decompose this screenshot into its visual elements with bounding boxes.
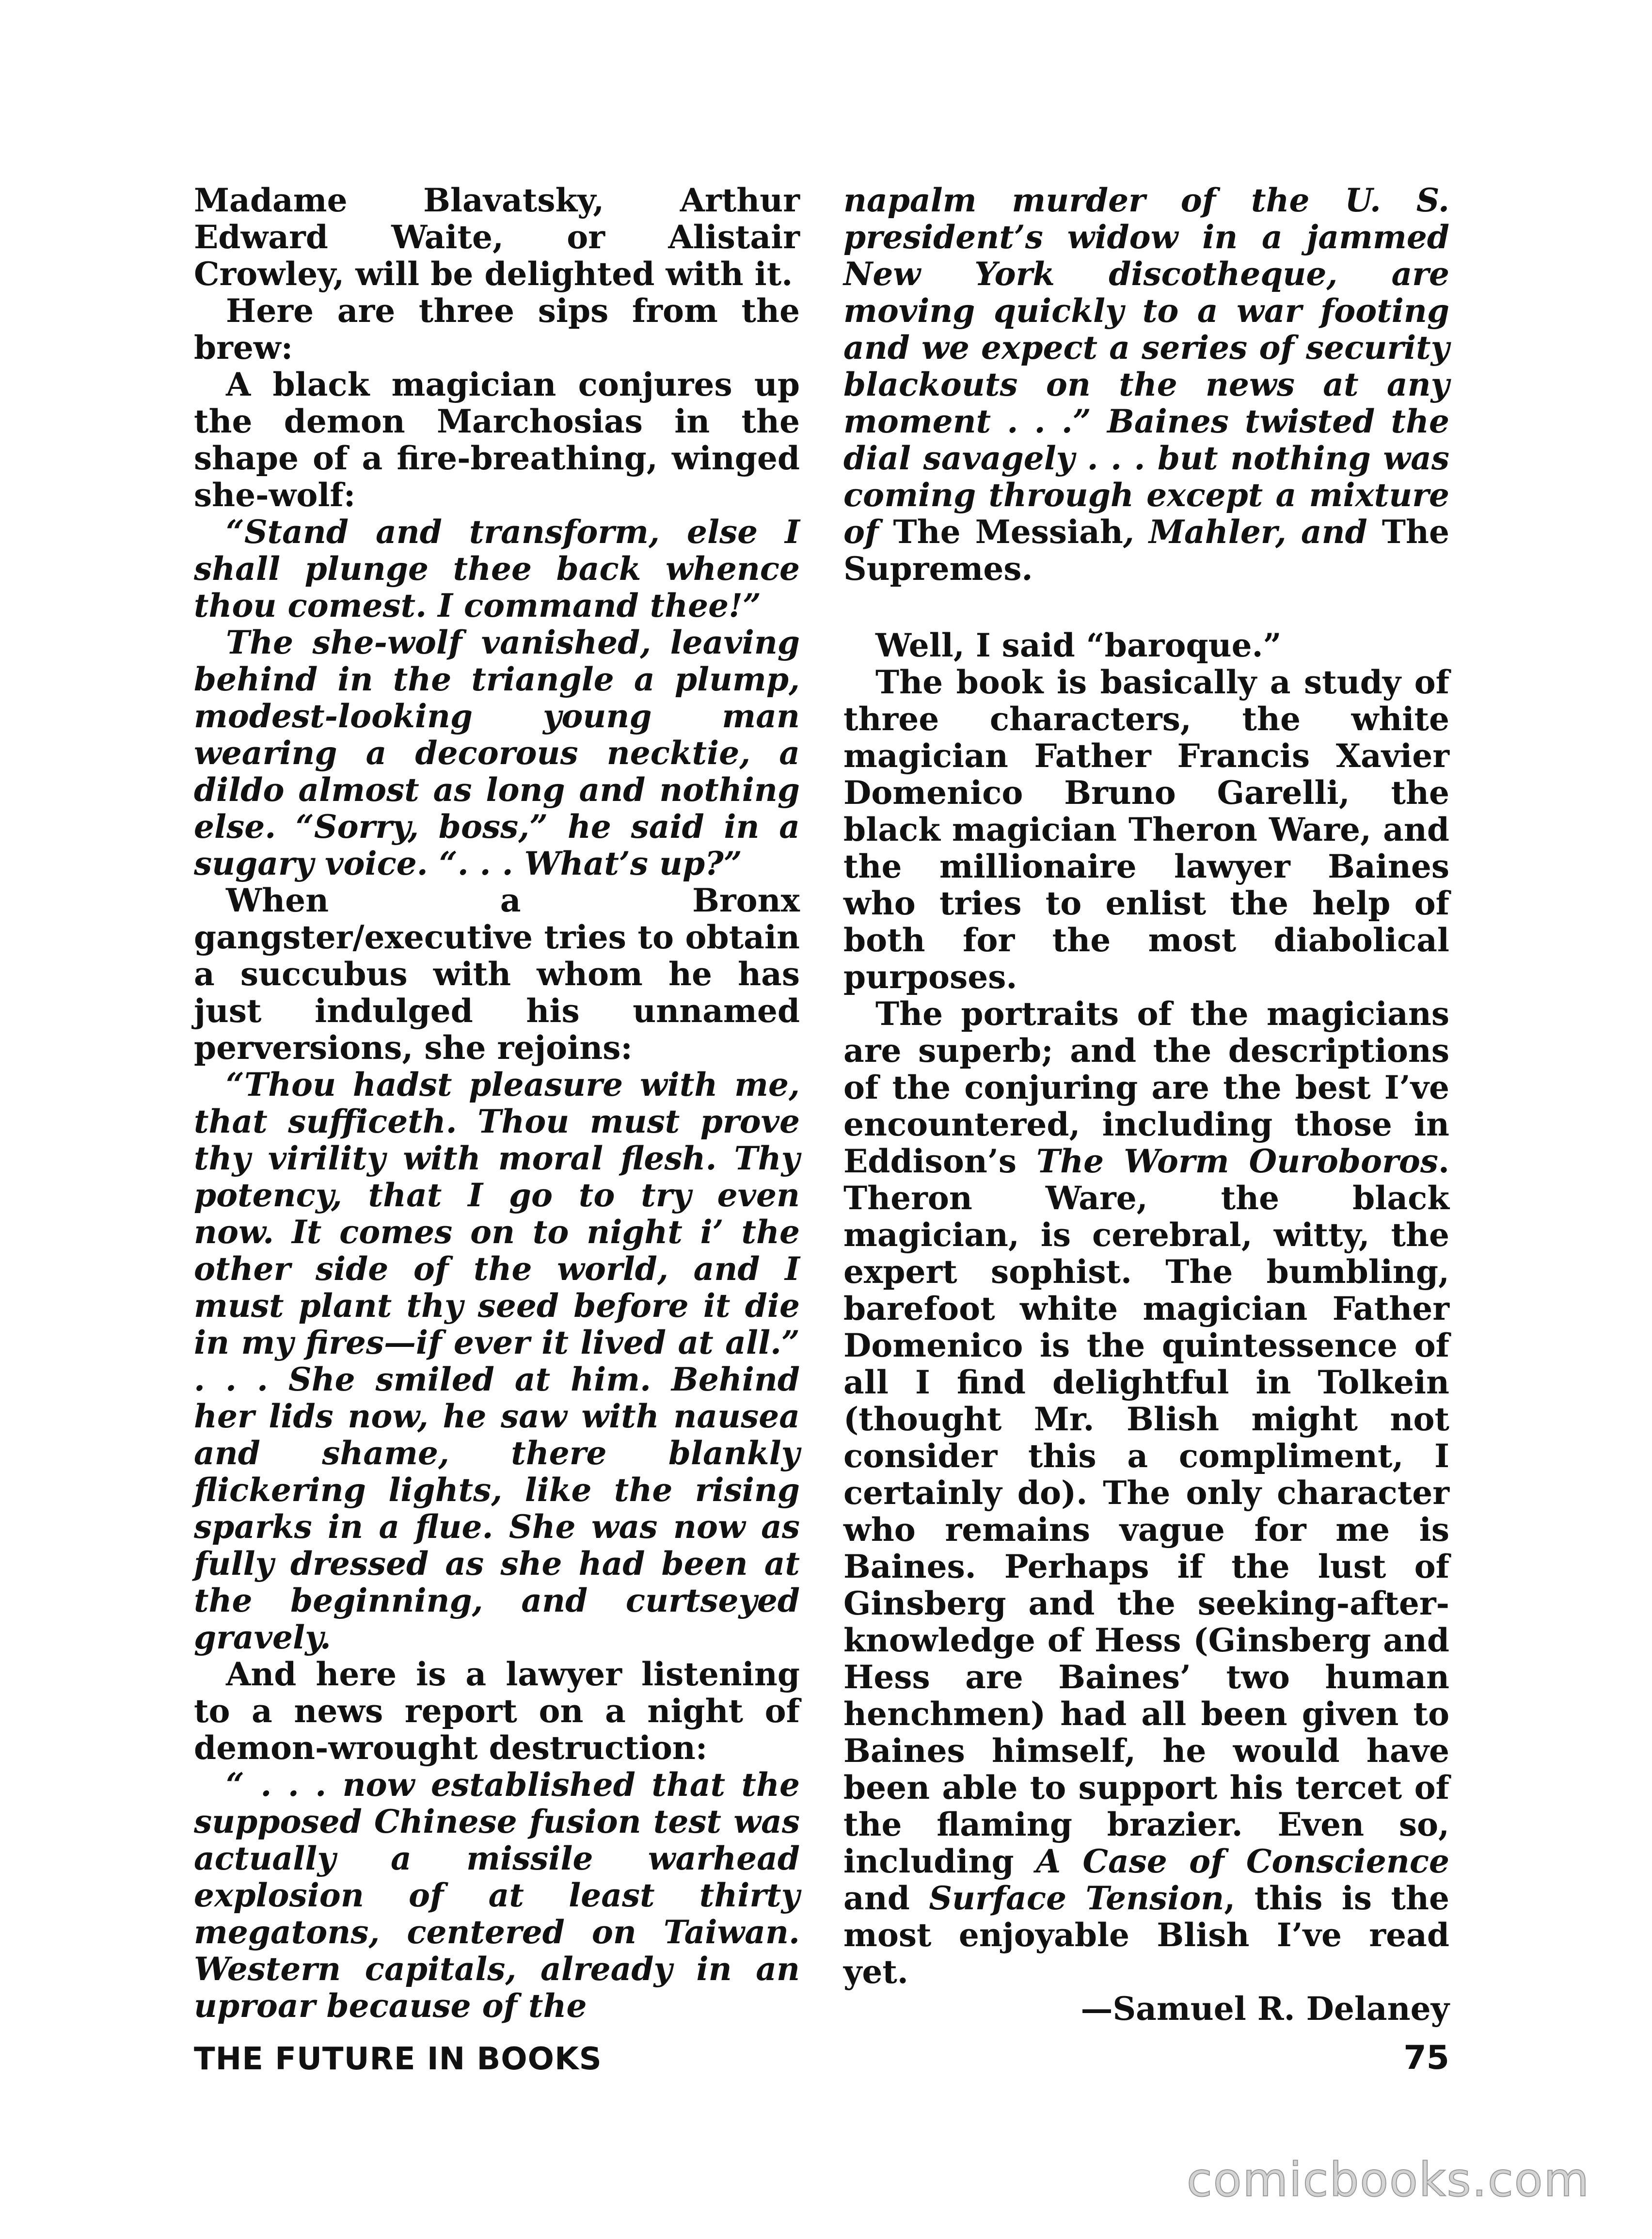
body-text: The portraits of the magicians are superb; and the descriptions of the conjuring are the best I’ve encountered, including those in Eddison’s — [843, 995, 1449, 1180]
page-number: 75 — [1403, 2039, 1449, 2077]
work-title: The Messiah — [893, 513, 1123, 551]
body-text: . Theron Ware, the black magician, is cerebral, witty, the expert sophist. The bumbling, barefoot white magician Father Domenico is the quintessence of all I find delightful in Tolkein (thought Mr. Blish might not consider this a compliment, I certainly do). The only character who remains vague for me is Baines. Perhaps if the lust of Ginsberg and the seeking-after-knowledge of Hess (Ginsberg and Hess are Baines’ two human henchmen) had all been given to Baines himself, he would have been able to support his tercet of the flaming brazier. Even so, including — [843, 1142, 1450, 1880]
quote-text: napalm murder of the U. S. president’s widow in a jammed New York discotheque, are moving quickly to a war footing and we expect a series of security blackouts on the news at any moment . . .” Baines twisted the dial savagely . . . but nothing was coming through except a mixture of — [843, 181, 1449, 551]
watermark: comicbooks.com — [1186, 2153, 1590, 2207]
work-title: The Supremes — [843, 513, 1449, 588]
quote-text: , Mahler, and — [1123, 513, 1382, 551]
quoted-excerpt: The she-wolf vanished, leaving behind in the triangle a plump, modest-looking young man wearing a decorous necktie, a dildo almost as long and nothing else. “Sorry, boss,” he said in a sugary voice. “. . . What’s up?” — [194, 624, 800, 882]
body-text: and — [843, 1879, 929, 1917]
quoted-excerpt: “Stand and transform, else I shall plunge thee back whence thou comest. I command thee!” — [194, 513, 800, 624]
author-signature: —Samuel R. Delaney — [1080, 1990, 1449, 2028]
paragraph: Here are three sips from the brew: — [194, 292, 800, 367]
book-title: Surface Tension — [929, 1879, 1224, 1917]
quoted-excerpt-continued — [843, 182, 1449, 587]
body-text: , this is the most enjoyable Blish I’ve read yet. — [843, 1879, 1449, 1991]
paragraph: The book is basically a study of three characters, the white magician Father Francis Xavier Domenico Bruno Garelli, the black magician Theron Ware, and the millionaire lawyer Baines who tries to enlist the help of both for the most diabolical purposes. — [843, 663, 1449, 996]
left-column — [194, 182, 800, 2024]
paragraph: Well, I said “baroque.” — [875, 626, 1282, 664]
paragraph: A black magician conjures up the demon Marchosias in the shape of a fire-breathing, winged she-wolf: — [194, 366, 800, 514]
running-footer: THE FUTURE IN BOOKS — [194, 2041, 602, 2077]
book-title: A Case of Conscience — [1035, 1842, 1449, 1880]
paragraph: And here is a lawyer listening to a news report on a night of demon-wrought destruction: — [194, 1655, 800, 1767]
quoted-excerpt: “ . . . now established that the supposed Chinese fusion test was actually a missile warhead explosion of at least thirty megatons, centered on Taiwan. Western capitals, already in an uproar because of the — [194, 1766, 800, 2025]
book-title: The Worm Ouroboros — [1036, 1142, 1439, 1180]
paragraph: Madame Blavatsky, Arthur Edward Waite, or Alistair Crowley, will be delighted with it. — [194, 181, 800, 293]
right-column — [843, 182, 1449, 2027]
paragraph — [843, 995, 1449, 1990]
paragraph: When a Bronx gangster/executive tries to obtain a succubus with whom he has just indulged his unnamed perversions, she rejoins: — [194, 881, 800, 1067]
quote-text: . — [1021, 550, 1033, 588]
quoted-excerpt: “Thou hadst pleasure with me, that sufficeth. Thou must prove thy virility with moral flesh. Thy potency, that I go to try even now. It comes on to night i’ the other side of the world, and I must plant thy seed before it die in my fires—if ever it lived at all.” . . . She smiled at him. Behind her lids now, he saw with nausea and shame, there blankly flickering lights, like the rising sparks in a flue. She was now as fully dressed as she had been at the beginning, and curtseyed gravely. — [194, 1066, 800, 1656]
